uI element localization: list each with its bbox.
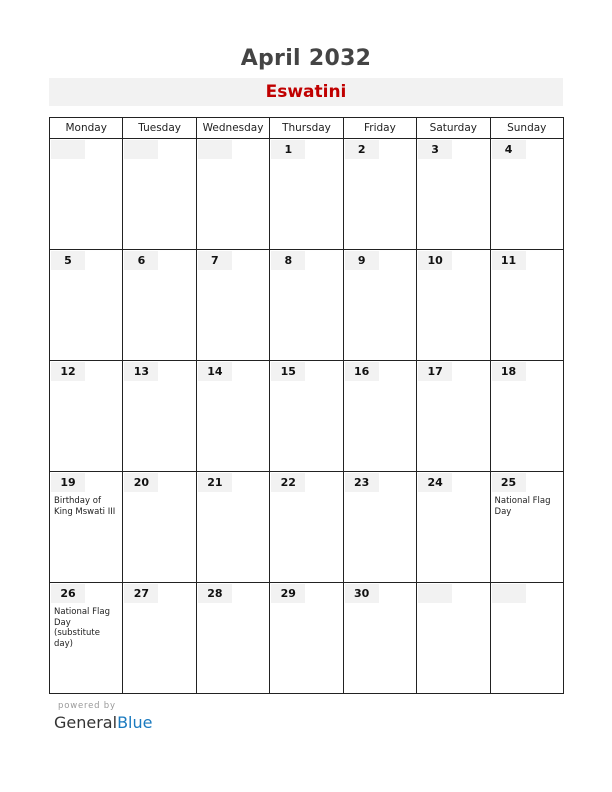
holiday-label: National Flag Day bbox=[494, 496, 551, 517]
country-name: Eswatini bbox=[265, 82, 347, 102]
day-cell bbox=[270, 361, 343, 472]
day-number: 17 bbox=[418, 362, 452, 381]
day-cell bbox=[270, 250, 343, 361]
day-number: 7 bbox=[198, 251, 232, 270]
empty-day-marker bbox=[51, 140, 85, 159]
day-cell bbox=[417, 583, 490, 694]
day-number: 29 bbox=[271, 584, 305, 603]
day-number: 14 bbox=[198, 362, 232, 381]
day-cell bbox=[417, 472, 490, 583]
day-cell bbox=[50, 361, 123, 472]
weekday-monday: Monday bbox=[50, 118, 123, 139]
day-cell bbox=[50, 472, 123, 583]
empty-day-marker bbox=[198, 140, 232, 159]
day-cell bbox=[50, 139, 123, 250]
day-cell bbox=[270, 139, 343, 250]
day-cell bbox=[343, 139, 416, 250]
day-number: 13 bbox=[124, 362, 158, 381]
calendar-grid bbox=[49, 117, 564, 694]
brand-general: General bbox=[54, 713, 118, 732]
day-cell bbox=[417, 250, 490, 361]
day-number: 11 bbox=[492, 251, 526, 270]
day-number: 18 bbox=[492, 362, 526, 381]
day-number: 1 bbox=[271, 140, 305, 159]
day-cell bbox=[50, 250, 123, 361]
weekday-friday: Friday bbox=[343, 118, 416, 139]
weekday-thursday: Thursday bbox=[270, 118, 343, 139]
day-number: 21 bbox=[198, 473, 232, 492]
day-cell bbox=[343, 361, 416, 472]
day-cell bbox=[123, 361, 196, 472]
day-cell bbox=[490, 472, 563, 583]
day-number: 16 bbox=[345, 362, 379, 381]
weekday-header-row bbox=[50, 118, 564, 139]
day-cell bbox=[196, 139, 269, 250]
day-number: 25 bbox=[492, 473, 526, 492]
day-cell bbox=[196, 583, 269, 694]
day-cell bbox=[417, 361, 490, 472]
page-title: April 2032 bbox=[240, 46, 372, 71]
powered-by-label: powered by bbox=[58, 701, 116, 711]
brand-blue: Blue bbox=[117, 713, 153, 732]
day-cell bbox=[196, 472, 269, 583]
day-number: 26 bbox=[51, 584, 85, 603]
day-number: 28 bbox=[198, 584, 232, 603]
country-banner bbox=[49, 78, 563, 106]
week-row bbox=[50, 583, 564, 694]
day-cell bbox=[490, 139, 563, 250]
holiday-label: National Flag Day (substitute day) bbox=[54, 607, 110, 649]
weekday-wednesday: Wednesday bbox=[196, 118, 269, 139]
day-cell bbox=[123, 583, 196, 694]
day-number: 3 bbox=[418, 140, 452, 159]
day-cell bbox=[490, 250, 563, 361]
day-number: 23 bbox=[345, 473, 379, 492]
day-number: 4 bbox=[492, 140, 526, 159]
weekday-sunday: Sunday bbox=[490, 118, 563, 139]
day-cell bbox=[123, 139, 196, 250]
generalblue-logo[interactable] bbox=[54, 713, 152, 732]
day-cell bbox=[196, 361, 269, 472]
week-row bbox=[50, 361, 564, 472]
holiday-label: Birthday of King Mswati III bbox=[54, 496, 116, 517]
day-number: 22 bbox=[271, 473, 305, 492]
day-number: 27 bbox=[124, 584, 158, 603]
week-row bbox=[50, 139, 564, 250]
day-number: 9 bbox=[345, 251, 379, 270]
weekday-tuesday: Tuesday bbox=[123, 118, 196, 139]
day-cell bbox=[490, 361, 563, 472]
day-cell bbox=[343, 472, 416, 583]
day-cell bbox=[270, 472, 343, 583]
day-number: 24 bbox=[418, 473, 452, 492]
day-cell bbox=[270, 583, 343, 694]
day-number: 30 bbox=[345, 584, 379, 603]
empty-day-marker bbox=[418, 584, 452, 603]
empty-day-marker bbox=[124, 140, 158, 159]
day-number: 2 bbox=[345, 140, 379, 159]
day-number: 5 bbox=[51, 251, 85, 270]
day-number: 15 bbox=[271, 362, 305, 381]
day-number: 6 bbox=[124, 251, 158, 270]
week-row bbox=[50, 472, 564, 583]
day-cell bbox=[123, 250, 196, 361]
day-cell bbox=[343, 583, 416, 694]
day-number: 10 bbox=[418, 251, 452, 270]
empty-day-marker bbox=[492, 584, 526, 603]
day-cell bbox=[343, 250, 416, 361]
day-number: 19 bbox=[51, 473, 85, 492]
day-cell bbox=[196, 250, 269, 361]
week-row bbox=[50, 250, 564, 361]
weekday-saturday: Saturday bbox=[417, 118, 490, 139]
day-cell bbox=[490, 583, 563, 694]
day-cell bbox=[417, 139, 490, 250]
day-cell bbox=[123, 472, 196, 583]
day-number: 12 bbox=[51, 362, 85, 381]
day-number: 8 bbox=[271, 251, 305, 270]
day-cell bbox=[50, 583, 123, 694]
day-number: 20 bbox=[124, 473, 158, 492]
